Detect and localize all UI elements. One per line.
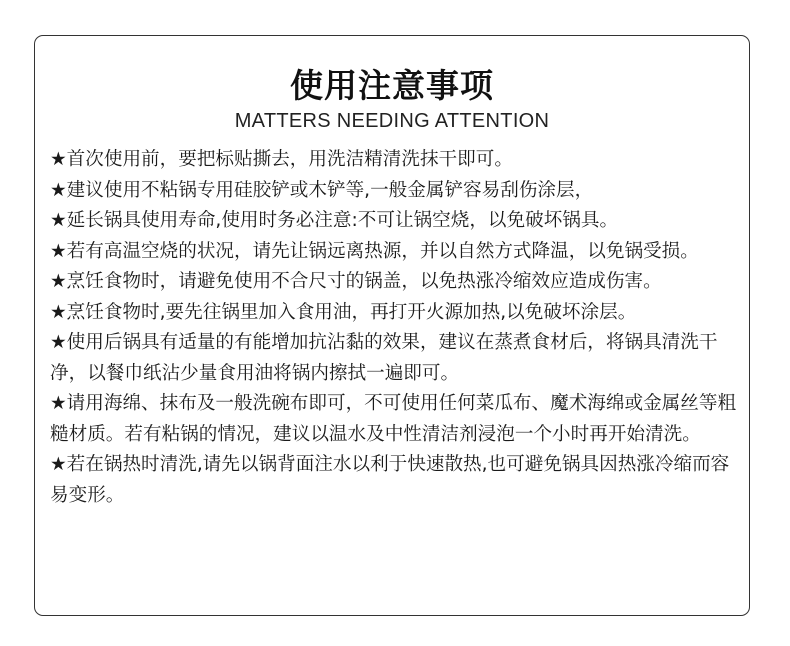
page-subtitle: MATTERS NEEDING ATTENTION <box>234 110 550 132</box>
note-item: ★首次使用前，要把标贴撕去，用洗洁精清洗抹干即可。 <box>50 149 513 170</box>
notice-card <box>34 35 750 616</box>
notes-list <box>50 145 740 511</box>
note-item: ★建议使用不粘锅专用硅胶铲或木铲等,一般金属铲容易刮伤涂层， <box>50 179 594 201</box>
note-item: ★若在锅热时清洗,请先以锅背面注水以利于快速散热,也可避免锅具因热涨冷缩而容易变形。 <box>50 454 730 506</box>
note-item: ★延长锅具使用寿命,使用时务必注意:不可让锅空烧，以免破坏锅具。 <box>50 210 619 231</box>
note-item: ★请用海绵、抹布及一般洗碗布即可，不可使用任何菜瓜布、魔术海绵或金属丝等粗糙材质。若有粘锅的情况，建议以温水及中性清洁剂浸泡一个小时再开始清洗。 <box>50 393 737 445</box>
note-item: ★烹饪食物时，请避免使用不合尺寸的锅盖，以免热涨冷缩效应造成伤害。 <box>50 271 662 292</box>
note-item: ★若有高温空烧的状况，请先让锅远离热源，并以自然方式降温，以免锅受损。 <box>50 240 699 262</box>
note-item: ★烹饪食物时,要先往锅里加入食用油，再打开火源加热,以免破坏涂层。 <box>50 301 637 323</box>
note-item: ★使用后锅具有适量的有能增加抗沾黏的效果，建议在蒸煮食材后，将锅具清洗干净，以餐巾纸沾少量食用油将锅内擦拭一遍即可。 <box>50 332 718 384</box>
page-title: 使用注意事项 <box>290 66 494 105</box>
